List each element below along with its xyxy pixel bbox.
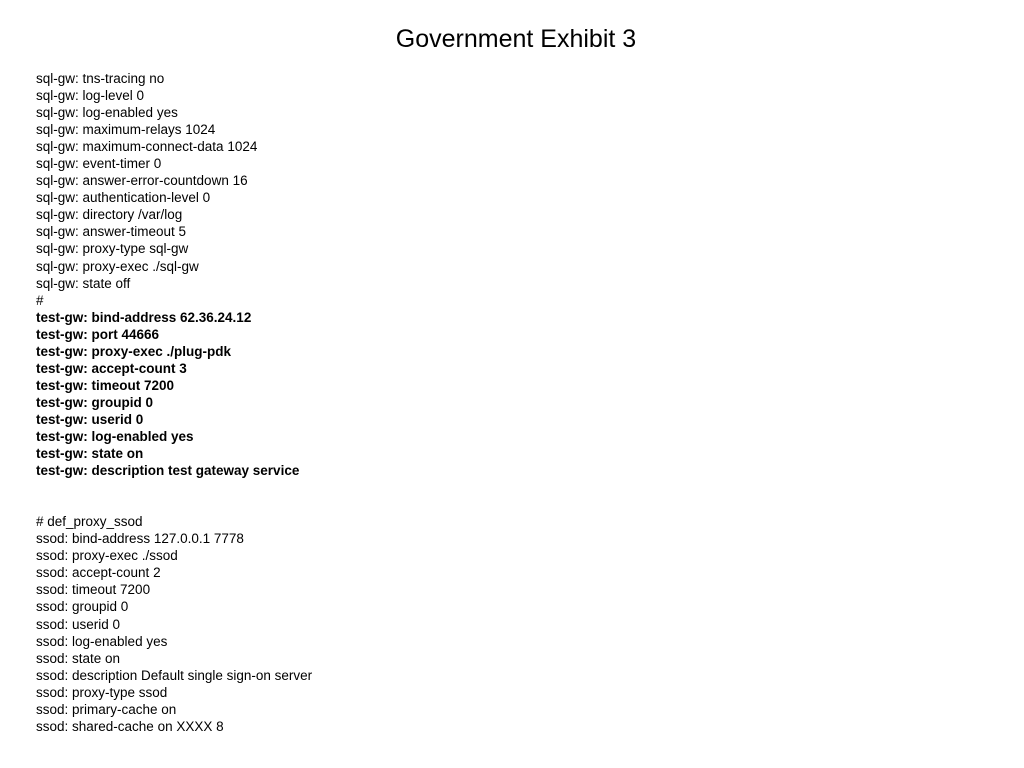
config-line: ssod: bind-address 127.0.0.1 7778: [36, 531, 244, 547]
config-line: sql-gw: event-timer 0: [36, 156, 162, 172]
config-line: ssod: primary-cache on: [36, 701, 177, 717]
config-line: sql-gw: state off: [36, 275, 131, 291]
config-line: sql-gw: tns-tracing no: [36, 71, 165, 86]
config-line: ssod: userid 0: [36, 616, 121, 632]
config-line: ssod: log-enabled yes: [36, 633, 168, 649]
config-line-bold: test-gw: log-enabled yes: [36, 428, 194, 444]
config-line: ssod: state on: [36, 650, 121, 666]
config-line-bold: test-gw: proxy-exec ./plug-pdk: [36, 343, 232, 359]
sql-gw-block: [36, 70, 312, 309]
config-line-bold: test-gw: port 44666: [36, 326, 160, 342]
config-line: sql-gw: maximum-connect-data 1024: [36, 139, 258, 155]
config-line: sql-gw: authentication-level 0: [36, 190, 211, 206]
config-line: sql-gw: proxy-type sql-gw: [36, 241, 189, 257]
test-gw-block: [36, 309, 312, 479]
config-line: ssod: timeout 7200: [36, 582, 151, 598]
config-line: sql-gw: answer-timeout 5: [36, 224, 187, 240]
config-line-bold: test-gw: state on: [36, 446, 144, 462]
config-line: sql-gw: log-enabled yes: [36, 105, 178, 121]
config-line-bold: test-gw: accept-count 3: [36, 360, 187, 376]
config-line: ssod: shared-cache on XXXX 8: [36, 718, 224, 734]
config-line: ssod: groupid 0: [36, 599, 129, 615]
block-spacer: [36, 479, 312, 513]
config-line-bold: test-gw: timeout 7200: [36, 377, 175, 393]
config-line: ssod: proxy-exec ./ssod: [36, 548, 178, 564]
config-line-bold: test-gw: groupid 0: [36, 394, 153, 410]
config-line-bold: test-gw: bind-address 62.36.24.12: [36, 309, 252, 325]
config-listing: [36, 70, 312, 735]
config-line: sql-gw: proxy-exec ./sql-gw: [36, 258, 199, 274]
page-title: Government Exhibit 3: [395, 25, 637, 53]
config-line: ssod: description Default single sign-on server: [36, 667, 313, 683]
config-line: sql-gw: directory /var/log: [36, 207, 183, 223]
ssod-block: [36, 513, 312, 735]
config-line: ssod: proxy-type ssod: [36, 684, 168, 700]
config-line: sql-gw: answer-error-countdown 16: [36, 173, 248, 189]
config-line: sql-gw: log-level 0: [36, 88, 145, 104]
comment-line: # def_proxy_ssod: [36, 514, 143, 530]
comment-line: #: [36, 292, 44, 308]
config-line: sql-gw: maximum-relays 1024: [36, 122, 216, 138]
config-line-bold: test-gw: userid 0: [36, 411, 144, 427]
config-line: ssod: accept-count 2: [36, 565, 161, 581]
config-line-bold: test-gw: description test gateway service: [36, 463, 300, 479]
